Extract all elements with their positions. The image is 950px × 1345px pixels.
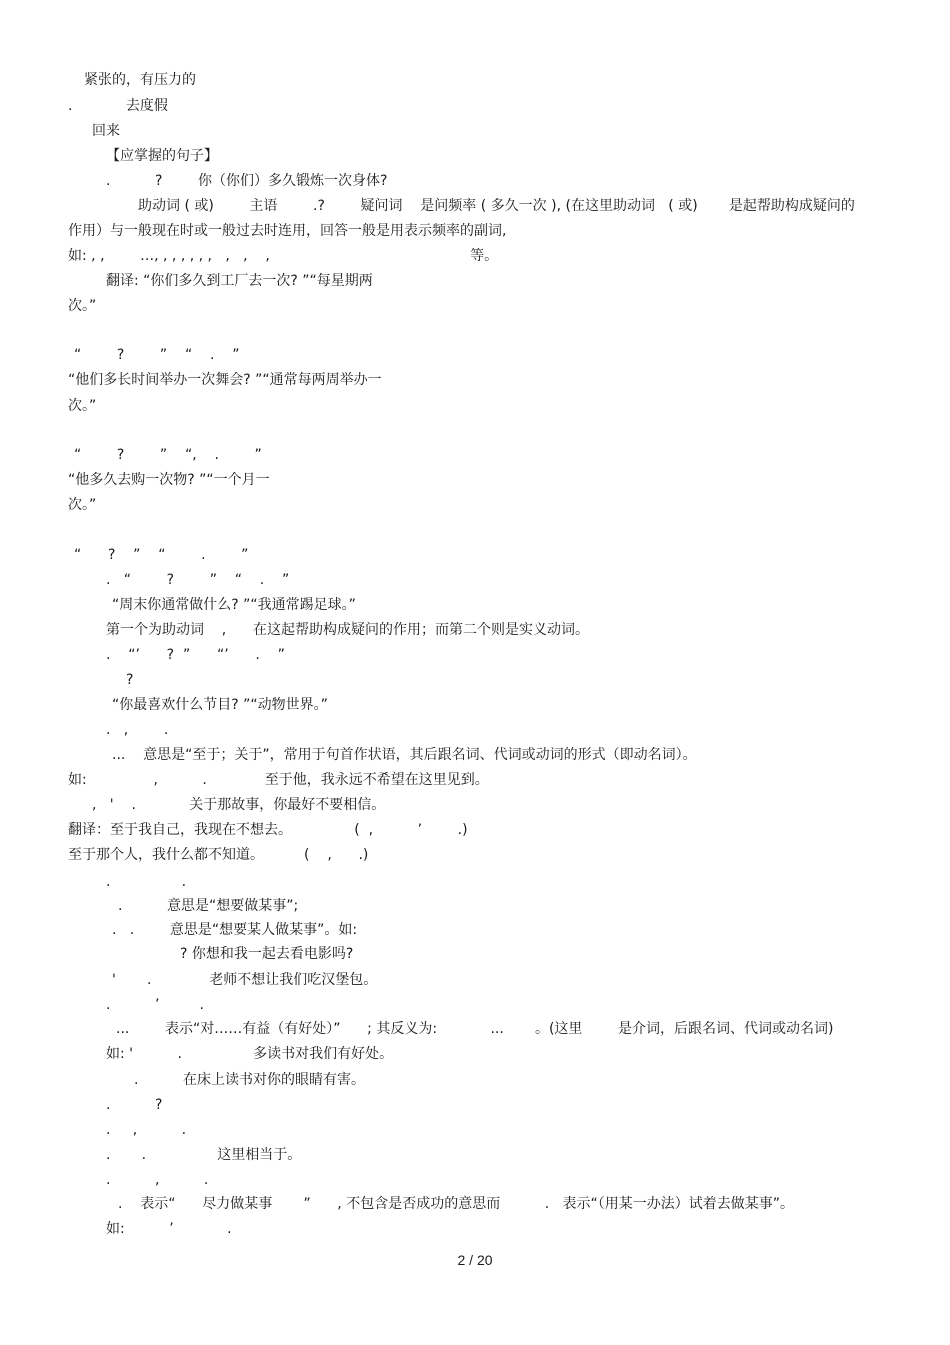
text-line-13: 次。” [68, 398, 97, 414]
text-line-22: ? [126, 672, 134, 688]
text-line-5: . ? 你（你们）多久锻炼一次身体? [106, 173, 388, 189]
text-line-17: “ ? ” “ . ” [74, 547, 249, 563]
text-line-16: 次。” [68, 497, 97, 513]
text-line-1: 紧张的，有压力的 [84, 72, 196, 88]
text-line-2: . 去度假 [68, 98, 168, 114]
text-line-9: 翻译: “你们多久到工厂去一次? ”“每星期两 [106, 273, 373, 289]
text-line-6: 助动词 ( 或) 主语 .? 疑问词 是问频率 ( 多久一次 ), (在这里助动词 ( 或) 是起帮助构成疑问的 [138, 198, 855, 214]
text-line-27: , ' . 关于那故事，你最好不要相信。 [92, 797, 386, 813]
text-line-39: . ? [106, 1097, 163, 1113]
page-number: 2 / 20 [457, 1252, 493, 1268]
text-line-44: 如: ’ . [106, 1221, 232, 1237]
text-line-10: 次。” [68, 298, 97, 314]
text-line-33: ? 你想和我一起去看电影吗? [180, 946, 354, 962]
text-line-15: “他多久去购一次物? ”“一个月一 [68, 472, 270, 488]
text-line-18: . “ ? ” “ . ” [106, 572, 290, 588]
text-line-38: . 在床上读书对你的眼睛有害。 [134, 1072, 365, 1088]
text-line-3: 回来 [92, 123, 120, 139]
text-line-14: “ ? ” “, . ” [74, 447, 262, 463]
text-line-35: . ’ . [106, 997, 204, 1013]
text-line-42: . , . [106, 1172, 209, 1188]
text-line-25: ... 意思是“至于；关于”，常用于句首作状语，其后跟名词、代词或动词的形式（即动名词）。 [112, 747, 697, 763]
text-line-24: . , . [106, 722, 169, 738]
text-line-40: . , . [106, 1122, 187, 1138]
text-line-32: . . 意思是“想要某人做某事”。如: [112, 922, 358, 938]
text-line-34: ' . 老师不想让我们吃汉堡包。 [112, 972, 378, 988]
text-line-28: 翻译：至于我自己，我现在不想去。 ( , ’ .) [68, 822, 468, 838]
text-line-26: 如: , . 至于他，我永远不希望在这里见到。 [68, 772, 489, 788]
text-line-41: . . 这里相当于。 [106, 1147, 302, 1163]
text-line-29: 至于那个人，我什么都不知道。 ( , .) [68, 847, 369, 863]
text-line-23: “你最喜欢什么节目? ”“动物世界。” [112, 697, 328, 713]
text-line-11: “ ? ” “ . ” [74, 347, 240, 363]
text-line-12: “他们多长时间举办一次舞会? ”“通常每两周举办一 [68, 372, 382, 388]
text-line-43: . 表示“ 尽力做某事 ” , 不包含是否成功的意思而 . 表示“（用某一办法）试着去做某事”。 [118, 1196, 795, 1212]
text-line-36: ... 表示“对……有益（有好处）” ; 其反义为: ... 。(这里 是介词，后跟名词、代词或动名词) [116, 1021, 834, 1037]
text-line-19: “周末你通常做什么? ”“我通常踢足球。” [112, 597, 356, 613]
text-line-20: 第一个为助动词 , 在这起帮助构成疑问的作用；而第二个则是实义动词。 [106, 622, 589, 638]
text-line-8: 如: , , …, , , , , , , , , , 等。 [68, 248, 499, 264]
text-line-7: 作用）与一般现在时或一般过去时连用，回答一般是用表示频率的副词, [68, 223, 507, 239]
text-line-31: . 意思是“想要做某事”; [118, 898, 299, 914]
text-line-21: . “’ ? ” “’ . ” [106, 647, 285, 663]
text-line-37: 如: ' . 多读书对我们有好处。 [106, 1046, 394, 1062]
section-heading: 【应掌握的句子】 [106, 148, 218, 164]
text-line-30: . . [106, 874, 187, 890]
